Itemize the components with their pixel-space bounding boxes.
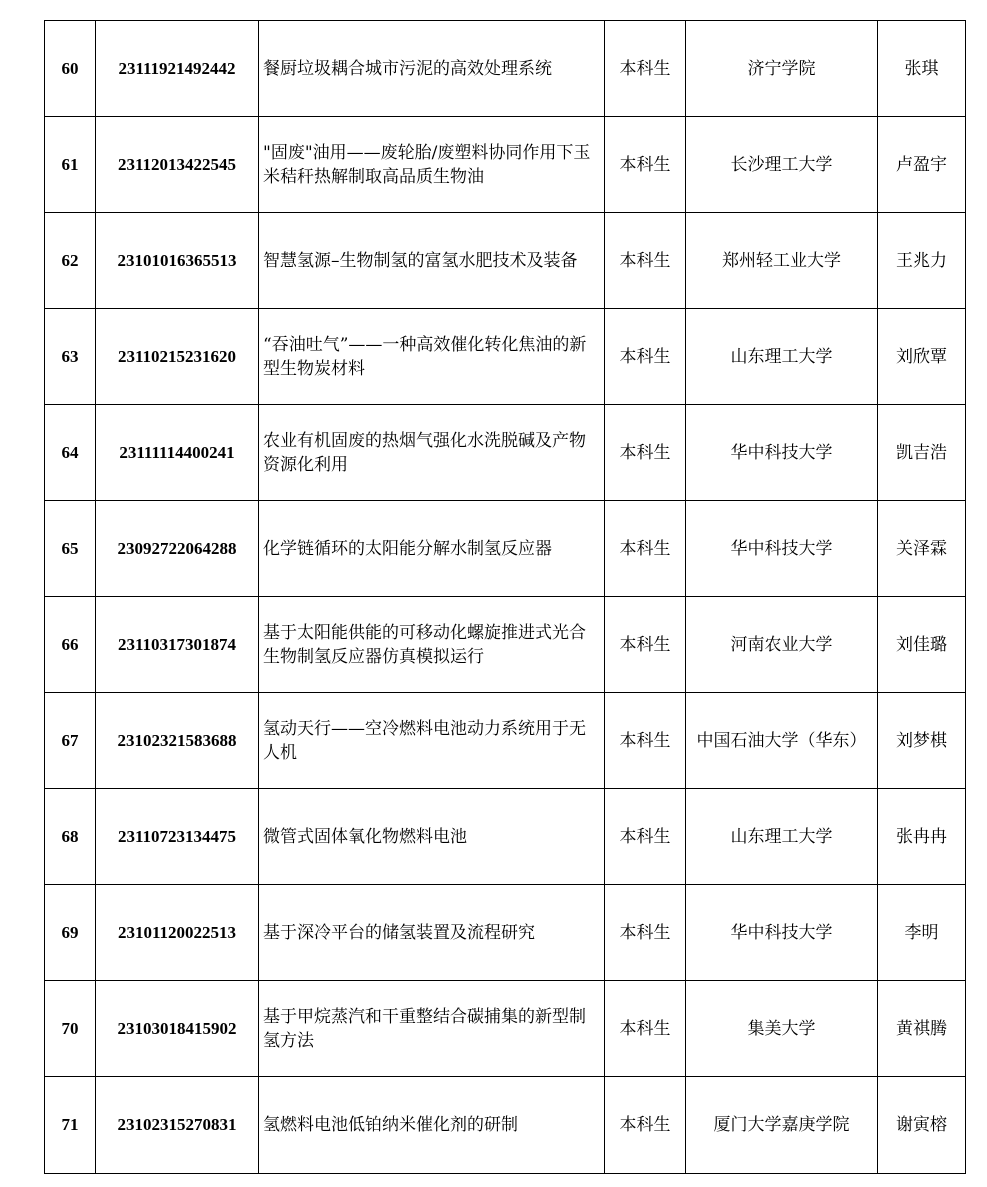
school-name: 长沙理工大学 <box>686 117 878 213</box>
leader-name: 黄祺腾 <box>878 981 966 1077</box>
leader-name: 李明 <box>878 885 966 981</box>
student-level: 本科生 <box>605 789 686 885</box>
student-level: 本科生 <box>605 597 686 693</box>
table-row <box>45 309 966 405</box>
project-title: “吞油吐气”——一种高效催化转化焦油的新型生物炭材料 <box>259 309 605 405</box>
project-id: 23111114400241 <box>96 405 259 501</box>
table-row <box>45 885 966 981</box>
school-name: 华中科技大学 <box>686 885 878 981</box>
school-name: 集美大学 <box>686 981 878 1077</box>
row-number: 61 <box>45 117 96 213</box>
row-number: 71 <box>45 1077 96 1174</box>
project-title: 餐厨垃圾耦合城市污泥的高效处理系统 <box>259 21 605 117</box>
school-name: 济宁学院 <box>686 21 878 117</box>
project-title: 微管式固体氧化物燃料电池 <box>259 789 605 885</box>
project-id: 23102321583688 <box>96 693 259 789</box>
project-table <box>44 20 966 1174</box>
row-number: 60 <box>45 21 96 117</box>
leader-name: 凯吉浩 <box>878 405 966 501</box>
row-number: 64 <box>45 405 96 501</box>
student-level: 本科生 <box>605 117 686 213</box>
row-number: 67 <box>45 693 96 789</box>
leader-name: 卢盈宇 <box>878 117 966 213</box>
row-number: 69 <box>45 885 96 981</box>
row-number: 63 <box>45 309 96 405</box>
school-name: 厦门大学嘉庚学院 <box>686 1077 878 1174</box>
school-name: 中国石油大学（华东） <box>686 693 878 789</box>
project-id: 23112013422545 <box>96 117 259 213</box>
project-title: 智慧氢源–生物制氢的富氢水肥技术及装备 <box>259 213 605 309</box>
student-level: 本科生 <box>605 693 686 789</box>
table-row <box>45 789 966 885</box>
school-name: 河南农业大学 <box>686 597 878 693</box>
row-number: 62 <box>45 213 96 309</box>
leader-name: 刘欣覃 <box>878 309 966 405</box>
student-level: 本科生 <box>605 213 686 309</box>
student-level: 本科生 <box>605 981 686 1077</box>
student-level: 本科生 <box>605 21 686 117</box>
project-id: 23101016365513 <box>96 213 259 309</box>
table-row <box>45 1077 966 1174</box>
row-number: 66 <box>45 597 96 693</box>
student-level: 本科生 <box>605 405 686 501</box>
leader-name: 刘佳璐 <box>878 597 966 693</box>
project-id: 23110723134475 <box>96 789 259 885</box>
school-name: 华中科技大学 <box>686 501 878 597</box>
project-title: 基于深冷平台的储氢装置及流程研究 <box>259 885 605 981</box>
project-id: 23092722064288 <box>96 501 259 597</box>
leader-name: 张琪 <box>878 21 966 117</box>
project-title: 氢动天行——空冷燃料电池动力系统用于无人机 <box>259 693 605 789</box>
student-level: 本科生 <box>605 309 686 405</box>
project-title: 农业有机固废的热烟气强化水洗脱碱及产物资源化利用 <box>259 405 605 501</box>
leader-name: 关泽霖 <box>878 501 966 597</box>
leader-name: 谢寅榕 <box>878 1077 966 1174</box>
table-row <box>45 981 966 1077</box>
project-title: 化学链循环的太阳能分解水制氢反应器 <box>259 501 605 597</box>
table-row <box>45 117 966 213</box>
project-id: 23110317301874 <box>96 597 259 693</box>
project-title: 氢燃料电池低铂纳米催化剂的研制 <box>259 1077 605 1174</box>
table-row <box>45 405 966 501</box>
project-id: 23103018415902 <box>96 981 259 1077</box>
school-name: 郑州轻工业大学 <box>686 213 878 309</box>
row-number: 70 <box>45 981 96 1077</box>
leader-name: 张冉冉 <box>878 789 966 885</box>
table-row <box>45 597 966 693</box>
table-row <box>45 213 966 309</box>
table-row <box>45 693 966 789</box>
student-level: 本科生 <box>605 885 686 981</box>
project-title: "固废"油用——废轮胎/废塑料协同作用下玉米秸秆热解制取高品质生物油 <box>259 117 605 213</box>
project-title: 基于甲烷蒸汽和干重整结合碳捕集的新型制氢方法 <box>259 981 605 1077</box>
project-id: 23101120022513 <box>96 885 259 981</box>
school-name: 华中科技大学 <box>686 405 878 501</box>
project-table-body <box>45 21 966 1174</box>
leader-name: 王兆力 <box>878 213 966 309</box>
student-level: 本科生 <box>605 1077 686 1174</box>
leader-name: 刘梦棋 <box>878 693 966 789</box>
project-title: 基于太阳能供能的可移动化螺旋推进式光合生物制氢反应器仿真模拟运行 <box>259 597 605 693</box>
row-number: 68 <box>45 789 96 885</box>
school-name: 山东理工大学 <box>686 789 878 885</box>
student-level: 本科生 <box>605 501 686 597</box>
table-row <box>45 501 966 597</box>
row-number: 65 <box>45 501 96 597</box>
project-id: 23102315270831 <box>96 1077 259 1174</box>
table-row <box>45 21 966 117</box>
school-name: 山东理工大学 <box>686 309 878 405</box>
project-id: 23110215231620 <box>96 309 259 405</box>
project-id: 23111921492442 <box>96 21 259 117</box>
